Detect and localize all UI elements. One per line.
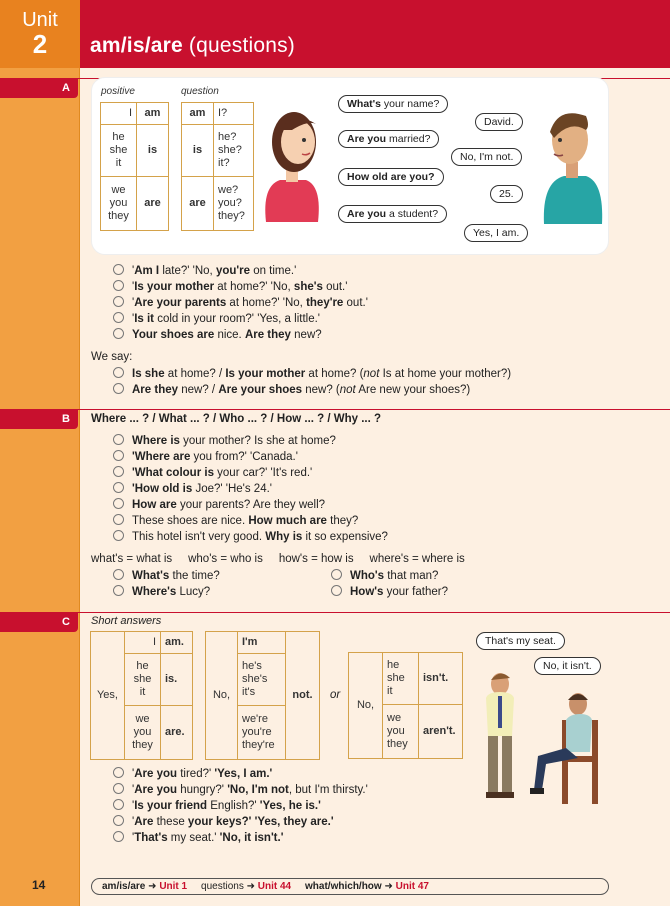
- example-c-2: 'Are you hungry?' 'No, I'm not, but I'm thirsty.': [113, 783, 368, 796]
- no-answers-table: No, I'm not. he's she's it's we're you're they're: [205, 631, 320, 760]
- example-a-3: 'Are your parents at home?' 'No, they're out.': [113, 296, 368, 309]
- checkbox-circle[interactable]: [113, 280, 124, 291]
- bubble-are-you-married: Are you married?: [338, 130, 439, 148]
- unit-label: Unit: [22, 9, 58, 31]
- bubble-are-you-student: Are you a student?: [338, 205, 447, 223]
- checkbox-circle[interactable]: [113, 585, 124, 596]
- arrow-icon: ➜: [246, 881, 255, 892]
- reply-yes-i-am: Yes, I am.: [464, 224, 528, 242]
- checkbox-circle[interactable]: [113, 466, 124, 477]
- checkbox-circle[interactable]: [331, 585, 342, 596]
- example-a-4: 'Is it cold in your room?' 'Yes, a little.': [113, 312, 320, 325]
- positive-label: positive: [101, 86, 135, 97]
- checkbox-circle[interactable]: [113, 799, 124, 810]
- example-b-6: These shoes are nice. How much are they?: [113, 514, 358, 527]
- example-c-3: 'Is your friend English?' 'Yes, he is.': [113, 799, 321, 812]
- example-a-1: 'Am I late?' 'No, you're on time.': [113, 264, 296, 277]
- checkbox-circle[interactable]: [113, 569, 124, 580]
- footer-topic-2: questions: [201, 881, 244, 892]
- checkbox-circle[interactable]: [113, 831, 124, 842]
- example-b-1: Where is your mother? Is she at home?: [113, 434, 336, 447]
- example-b-2: 'Where are you from?' 'Canada.': [113, 450, 298, 463]
- checkbox-circle[interactable]: [331, 569, 342, 580]
- reply-no-im-not: No, I'm not.: [451, 148, 522, 166]
- section-c-tag: C: [0, 612, 78, 632]
- bubble-how-old: How old are you?: [338, 168, 444, 186]
- checkbox-circle[interactable]: [113, 367, 124, 378]
- contraction-example-3: Who's that man?: [331, 569, 438, 582]
- section-c-rule: [0, 612, 670, 613]
- checkbox-circle[interactable]: [113, 296, 124, 307]
- bubble-whats-your-name: What's your name?: [338, 95, 448, 113]
- woman-illustration: [258, 100, 328, 222]
- footer-topic-3: what/which/how: [305, 881, 382, 892]
- unit-badge: [0, 0, 80, 68]
- section-b-tag: B: [0, 409, 78, 429]
- cross-reference-bar: [91, 878, 609, 895]
- negative-short-answers-table: No, he she it isn't. we you they aren't.: [348, 652, 463, 759]
- checkbox-circle[interactable]: [113, 514, 124, 525]
- checkbox-circle[interactable]: [113, 264, 124, 275]
- checkbox-circle[interactable]: [113, 530, 124, 541]
- checkbox-circle[interactable]: [113, 450, 124, 461]
- example-a-2: 'Is your mother at home?' 'No, she's out.': [113, 280, 347, 293]
- arrow-icon: ➜: [384, 881, 393, 892]
- bubble-no-it-isnt: No, it isn't.: [534, 657, 601, 675]
- checkbox-circle[interactable]: [113, 383, 124, 394]
- page-number: 14: [32, 878, 46, 892]
- we-say-1: Is she at home? / Is your mother at home? (not Is at home your mother?): [113, 367, 511, 380]
- checkbox-circle[interactable]: [113, 434, 124, 445]
- section-b-rule: [0, 409, 670, 410]
- contraction-example-1: What's the time?: [113, 569, 220, 582]
- contraction-example-4: How's your father?: [331, 585, 448, 598]
- yes-answers-table: Yes, I am. he she it is. we you they are.: [90, 631, 193, 760]
- checkbox-circle[interactable]: [113, 312, 124, 323]
- checkbox-circle[interactable]: [113, 783, 124, 794]
- checkbox-circle[interactable]: [113, 328, 124, 339]
- contraction-example-2: Where's Lucy?: [113, 585, 210, 598]
- example-b-4: 'How old is Joe?' 'He's 24.': [113, 482, 272, 495]
- question-label: question: [181, 86, 219, 97]
- section-b-heading: Where ... ? / What ... ? / Who ... ? / How ... ? / Why ... ?: [91, 413, 382, 425]
- checkbox-circle[interactable]: [113, 767, 124, 778]
- link-unit-47[interactable]: Unit 47: [395, 881, 429, 892]
- contractions-line: what's = what is who's = who is how's = how is where's = where is: [91, 553, 465, 565]
- positive-table: I am he she it is we you they are: [100, 102, 169, 231]
- link-unit-44[interactable]: Unit 44: [257, 881, 292, 892]
- example-c-5: 'That's my seat.' 'No, it isn't.': [113, 831, 283, 844]
- example-b-5: How are your parents? Are they well?: [113, 498, 325, 511]
- arrow-icon: ➜: [148, 881, 157, 892]
- question-table: am I? is he? she? it? are we? you? they?: [181, 102, 254, 231]
- reply-david: David.: [475, 113, 523, 131]
- left-sidebar: [0, 0, 80, 906]
- example-b-7: This hotel isn't very good. Why is it so expensive?: [113, 530, 388, 543]
- example-b-3: 'What colour is your car?' 'It's red.': [113, 466, 312, 479]
- checkbox-circle[interactable]: [113, 482, 124, 493]
- example-c-1: 'Are you tired?' 'Yes, I am.': [113, 767, 272, 780]
- or-label: or: [330, 689, 341, 701]
- bubble-thats-my-seat: That's my seat.: [476, 632, 565, 650]
- footer-topic-1: am/is/are: [102, 881, 146, 892]
- we-say-2: Are they new? / Are your shoes new? (not Are new your shoes?): [113, 383, 470, 396]
- checkbox-circle[interactable]: [113, 498, 124, 509]
- we-say-label: We say:: [91, 351, 133, 363]
- link-unit-1[interactable]: Unit 1: [159, 881, 188, 892]
- page-title: am/is/are (questions): [90, 34, 295, 57]
- title-bar: [80, 0, 670, 68]
- section-a-tag: A: [0, 78, 78, 98]
- checkbox-circle[interactable]: [113, 815, 124, 826]
- example-c-4: 'Are these your keys?' 'Yes, they are.': [113, 815, 334, 828]
- example-a-5: Your shoes are nice. Are they new?: [113, 328, 322, 341]
- man-illustration: [536, 100, 606, 224]
- reply-25: 25.: [490, 185, 523, 203]
- seat-scene-illustration: [478, 660, 608, 810]
- short-answers-heading: Short answers: [91, 615, 162, 627]
- unit-number: 2: [32, 29, 48, 59]
